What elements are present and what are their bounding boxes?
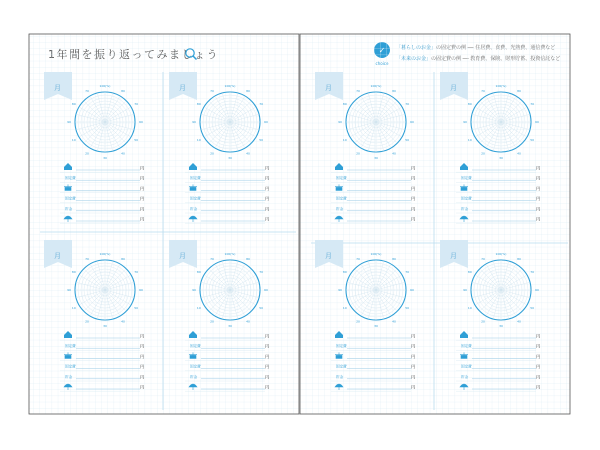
chart-tick-label: 30 — [103, 156, 107, 161]
chart-tick-label: 70 — [85, 257, 89, 262]
row-label: 固定費 — [190, 176, 201, 181]
chart-tick-label: 20 — [210, 151, 214, 156]
chart-tick-label: 80 — [342, 270, 347, 275]
chart-tick-label: 70 — [210, 257, 214, 262]
chart-tick-label: 50 — [259, 306, 264, 311]
row-label: 貯金 — [461, 374, 469, 379]
chart-tick-label: 10 — [196, 138, 201, 143]
chart-tick-label: 10 — [467, 306, 472, 311]
row-unit: 円 — [411, 364, 416, 370]
row-label: 固定費 — [65, 364, 76, 369]
chart-tick-label: 100(%) — [370, 252, 382, 257]
chart-tick-label: 20 — [85, 319, 89, 324]
chart-tick-label: 30 — [499, 156, 503, 161]
row-label: 固定費 — [190, 364, 201, 369]
chart-tick-label: 70 — [530, 270, 535, 275]
row-unit: 円 — [536, 206, 541, 212]
row-unit: 円 — [536, 333, 541, 339]
chart-tick-label: 50 — [134, 138, 139, 143]
chart-tick-label: 100(%) — [495, 252, 507, 257]
row-unit: 円 — [140, 364, 145, 370]
chart-tick-label: 100(%) — [99, 252, 111, 257]
row-label: 貯金 — [336, 206, 344, 211]
chart-tick-label: 30 — [374, 156, 378, 161]
row-unit: 円 — [411, 353, 416, 359]
chart-tick-label: 70 — [481, 89, 485, 94]
chart-tick-label: 20 — [210, 319, 214, 324]
row-unit: 円 — [265, 196, 270, 202]
row-unit: 円 — [265, 175, 270, 181]
chart-tick-label: 70 — [530, 102, 535, 107]
chart-tick-label: 30 — [374, 324, 378, 329]
row-unit: 円 — [140, 353, 145, 359]
row-unit: 円 — [265, 216, 270, 222]
chart-tick-label: 80 — [342, 102, 347, 107]
chart-tick-label: 10 — [342, 306, 347, 311]
chart-tick-label: 80 — [246, 89, 250, 94]
chart-tick-label: 10 — [342, 138, 347, 143]
row-unit: 円 — [411, 206, 416, 212]
chart-tick-label: 100(%) — [224, 84, 236, 89]
chart-tick-label: 30 — [228, 324, 232, 329]
row-unit: 円 — [536, 353, 541, 359]
row-label: 貯金 — [65, 374, 73, 379]
row-label: 貯金 — [336, 374, 344, 379]
chart-tick-label: 90 — [463, 120, 467, 125]
row-unit: 円 — [536, 343, 541, 349]
row-label: 固定費 — [190, 344, 201, 349]
row-unit: 円 — [536, 216, 541, 222]
chart-tick-label: 50 — [530, 306, 535, 311]
chart-tick-label: 60 — [535, 288, 539, 293]
chart-tick-label: 70 — [356, 89, 360, 94]
chart-tick-label: 80 — [467, 270, 472, 275]
chart-tick-label: 60 — [264, 120, 268, 125]
month-label: 月 — [179, 252, 186, 260]
chart-tick-label: 40 — [246, 319, 250, 324]
row-label: 貯金 — [190, 374, 198, 379]
row-unit: 円 — [411, 185, 416, 191]
row-unit: 円 — [140, 185, 145, 191]
chart-tick-label: 80 — [517, 89, 521, 94]
chart-tick-label: 70 — [405, 102, 410, 107]
chart-tick-label: 70 — [481, 257, 485, 262]
row-unit: 円 — [265, 185, 270, 191]
chart-tick-label: 60 — [410, 120, 414, 125]
chart-tick-label: 90 — [192, 120, 196, 125]
row-label: 固定費 — [461, 176, 472, 181]
row-label: 固定費 — [190, 196, 201, 201]
row-unit: 円 — [536, 185, 541, 191]
chart-tick-label: 80 — [392, 89, 396, 94]
row-unit: 円 — [411, 196, 416, 202]
chart-tick-label: 30 — [103, 324, 107, 329]
chart-tick-label: 80 — [392, 257, 396, 262]
row-unit: 円 — [265, 374, 270, 380]
chart-tick-label: 100(%) — [224, 252, 236, 257]
chart-tick-label: 100(%) — [370, 84, 382, 89]
chart-tick-label: 90 — [338, 288, 342, 293]
month-label: 月 — [325, 252, 332, 260]
row-label: 固定費 — [461, 196, 472, 201]
chart-tick-label: 40 — [517, 319, 521, 324]
row-unit: 円 — [265, 353, 270, 359]
row-label: 固定費 — [336, 344, 347, 349]
row-unit: 円 — [265, 384, 270, 390]
chart-tick-label: 70 — [259, 270, 264, 275]
row-label: 固定費 — [461, 344, 472, 349]
chart-tick-label: 80 — [517, 257, 521, 262]
row-label: 固定費 — [461, 364, 472, 369]
row-label: 固定費 — [65, 176, 76, 181]
chart-tick-label: 70 — [356, 257, 360, 262]
chart-tick-label: 70 — [85, 89, 89, 94]
chart-tick-label: 30 — [499, 324, 503, 329]
chart-tick-label: 50 — [134, 306, 139, 311]
chart-tick-label: 20 — [481, 151, 485, 156]
chart-tick-label: 70 — [259, 102, 264, 107]
chart-tick-label: 70 — [405, 270, 410, 275]
chart-tick-label: 80 — [246, 257, 250, 262]
row-unit: 円 — [140, 196, 145, 202]
chart-tick-label: 20 — [356, 319, 360, 324]
row-label: 固定費 — [336, 196, 347, 201]
chart-tick-label: 60 — [139, 120, 143, 125]
chart-tick-label: 90 — [67, 120, 71, 125]
chart-tick-label: 40 — [246, 151, 250, 156]
chart-tick-label: 80 — [196, 102, 201, 107]
row-unit: 円 — [536, 165, 541, 171]
chart-tick-label: 70 — [134, 102, 139, 107]
row-unit: 円 — [411, 343, 416, 349]
chart-tick-label: 80 — [121, 89, 125, 94]
chart-tick-label: 50 — [259, 138, 264, 143]
month-label: 月 — [325, 84, 332, 92]
chart-tick-label: 60 — [264, 288, 268, 293]
row-label: 貯金 — [190, 206, 198, 211]
row-unit: 円 — [411, 384, 416, 390]
chart-tick-label: 80 — [71, 102, 76, 107]
month-label: 月 — [450, 252, 457, 260]
chart-tick-label: 20 — [356, 151, 360, 156]
row-unit: 円 — [536, 384, 541, 390]
row-unit: 円 — [265, 343, 270, 349]
row-label: 貯金 — [65, 206, 73, 211]
chart-tick-label: 80 — [196, 270, 201, 275]
chart-tick-label: 40 — [517, 151, 521, 156]
chart-tick-label: 10 — [467, 138, 472, 143]
month-label: 月 — [54, 84, 61, 92]
chart-tick-label: 100(%) — [99, 84, 111, 89]
chart-tick-label: 80 — [71, 270, 76, 275]
chart-tick-label: 60 — [139, 288, 143, 293]
row-label: 固定費 — [336, 364, 347, 369]
chart-tick-label: 90 — [67, 288, 71, 293]
row-unit: 円 — [536, 364, 541, 370]
chart-tick-label: 50 — [405, 306, 410, 311]
row-unit: 円 — [265, 206, 270, 212]
chart-tick-label: 80 — [121, 257, 125, 262]
row-unit: 円 — [411, 175, 416, 181]
chart-tick-label: 40 — [392, 151, 396, 156]
row-unit: 円 — [411, 216, 416, 222]
row-unit: 円 — [411, 333, 416, 339]
row-unit: 円 — [265, 333, 270, 339]
chart-tick-label: 70 — [210, 89, 214, 94]
row-unit: 円 — [536, 374, 541, 380]
chart-tick-label: 30 — [228, 156, 232, 161]
row-unit: 円 — [140, 216, 145, 222]
chart-tick-label: 60 — [535, 120, 539, 125]
chart-tick-label: 20 — [85, 151, 89, 156]
chart-tick-label: 10 — [196, 306, 201, 311]
chart-tick-label: 20 — [481, 319, 485, 324]
row-unit: 円 — [536, 196, 541, 202]
month-label: 月 — [450, 84, 457, 92]
row-unit: 円 — [140, 384, 145, 390]
chart-tick-label: 100(%) — [495, 84, 507, 89]
row-label: 貯金 — [461, 206, 469, 211]
chart-tick-label: 70 — [134, 270, 139, 275]
row-unit: 円 — [140, 374, 145, 380]
chart-tick-label: 90 — [463, 288, 467, 293]
chart-tick-label: 90 — [192, 288, 196, 293]
row-unit: 円 — [265, 364, 270, 370]
chart-tick-label: 40 — [392, 319, 396, 324]
chart-tick-label: 80 — [467, 102, 472, 107]
row-unit: 円 — [140, 165, 145, 171]
month-label: 月 — [54, 252, 61, 260]
chart-tick-label: 40 — [121, 151, 125, 156]
row-unit: 円 — [140, 175, 145, 181]
chart-tick-label: 50 — [530, 138, 535, 143]
row-label: 固定費 — [65, 196, 76, 201]
row-unit: 円 — [140, 333, 145, 339]
row-label: 固定費 — [336, 176, 347, 181]
chart-tick-label: 40 — [121, 319, 125, 324]
row-unit: 円 — [140, 343, 145, 349]
chart-tick-label: 90 — [338, 120, 342, 125]
month-label: 月 — [179, 84, 186, 92]
chart-tick-label: 50 — [405, 138, 410, 143]
chart-tick-label: 60 — [410, 288, 414, 293]
row-unit: 円 — [265, 165, 270, 171]
row-unit: 円 — [536, 175, 541, 181]
chart-tick-label: 10 — [71, 138, 76, 143]
row-label: 固定費 — [65, 344, 76, 349]
row-unit: 円 — [411, 165, 416, 171]
row-unit: 円 — [140, 206, 145, 212]
chart-tick-label: 10 — [71, 306, 76, 311]
row-unit: 円 — [411, 374, 416, 380]
